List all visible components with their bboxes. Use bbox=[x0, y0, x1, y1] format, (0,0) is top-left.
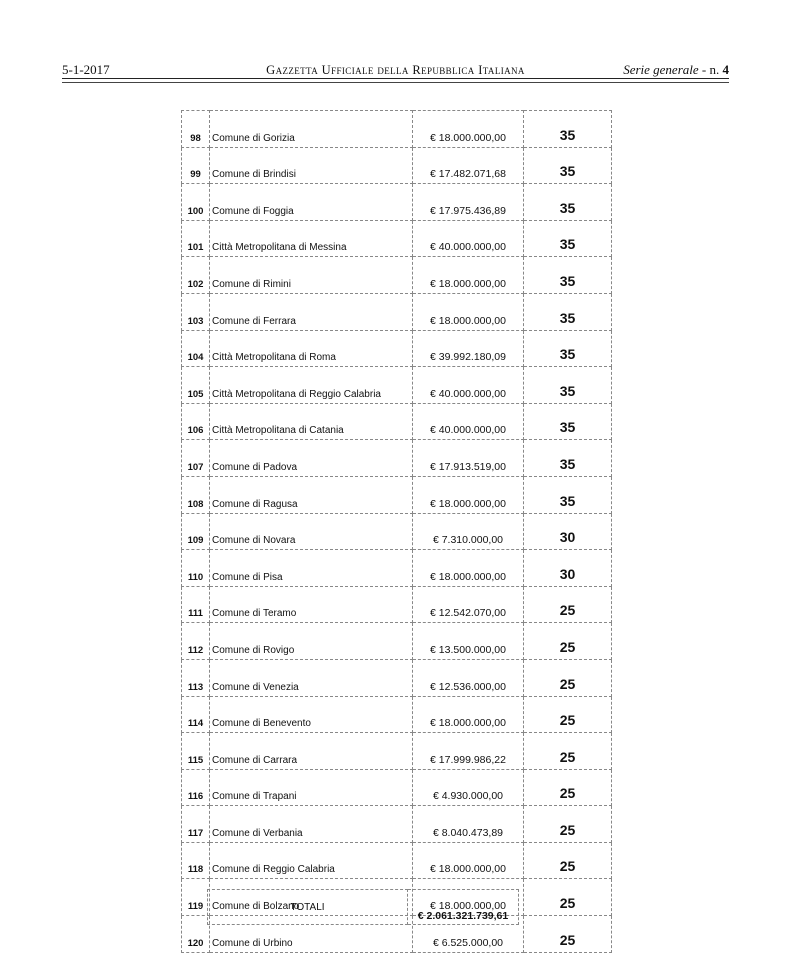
entity-name: Comune di Ragusa bbox=[210, 476, 413, 513]
entity-name: Comune di Carrara bbox=[210, 733, 413, 770]
funding-amount: € 17.913.519,00 bbox=[413, 440, 524, 477]
row-number: 98 bbox=[182, 111, 210, 148]
funding-amount: € 18.000.000,00 bbox=[413, 257, 524, 294]
entity-name: Comune di Reggio Calabria bbox=[210, 842, 413, 879]
entity-name: Comune di Novara bbox=[210, 513, 413, 550]
row-number: 101 bbox=[182, 220, 210, 257]
table-row bbox=[182, 586, 612, 623]
serie-label bbox=[623, 62, 729, 78]
score-value: 30 bbox=[524, 513, 612, 550]
table-row bbox=[182, 403, 612, 440]
row-number: 120 bbox=[182, 916, 210, 953]
row-number: 117 bbox=[182, 806, 210, 843]
funding-amount: € 40.000.000,00 bbox=[413, 367, 524, 404]
score-value: 25 bbox=[524, 586, 612, 623]
table-row bbox=[182, 257, 612, 294]
row-number: 116 bbox=[182, 769, 210, 806]
entity-name: Città Metropolitana di Messina bbox=[210, 220, 413, 257]
score-value: 35 bbox=[524, 367, 612, 404]
table-row bbox=[182, 220, 612, 257]
totals-row bbox=[208, 890, 519, 925]
score-value: 25 bbox=[524, 842, 612, 879]
row-number: 100 bbox=[182, 184, 210, 221]
funding-amount: € 18.000.000,00 bbox=[413, 293, 524, 330]
table-row bbox=[182, 842, 612, 879]
entity-name: Comune di Venezia bbox=[210, 659, 413, 696]
table-row bbox=[182, 367, 612, 404]
entity-name: Comune di Rimini bbox=[210, 257, 413, 294]
score-value: 35 bbox=[524, 184, 612, 221]
table-row bbox=[182, 147, 612, 184]
table-row bbox=[182, 476, 612, 513]
table-row bbox=[182, 513, 612, 550]
score-value: 35 bbox=[524, 330, 612, 367]
entity-name: Comune di Benevento bbox=[210, 696, 413, 733]
row-number: 112 bbox=[182, 623, 210, 660]
row-number: 113 bbox=[182, 659, 210, 696]
header-rule-thick bbox=[62, 78, 729, 79]
row-number: 106 bbox=[182, 403, 210, 440]
serie-number: 4 bbox=[722, 62, 729, 77]
funding-amount: € 6.525.000,00 bbox=[413, 916, 524, 953]
funding-amount: € 18.000.000,00 bbox=[413, 111, 524, 148]
totals-value: € 2.061.321.739,61 bbox=[408, 890, 519, 925]
row-number: 102 bbox=[182, 257, 210, 294]
row-number: 99 bbox=[182, 147, 210, 184]
score-value: 30 bbox=[524, 550, 612, 587]
row-number: 105 bbox=[182, 367, 210, 404]
score-value: 35 bbox=[524, 403, 612, 440]
score-value: 25 bbox=[524, 806, 612, 843]
funding-amount: € 18.000.000,00 bbox=[413, 550, 524, 587]
issue-date: 5-1-2017 bbox=[62, 62, 110, 77]
funding-amount: € 8.040.473,89 bbox=[413, 806, 524, 843]
entity-name: Comune di Rovigo bbox=[210, 623, 413, 660]
funding-amount: € 4.930.000,00 bbox=[413, 769, 524, 806]
row-number: 115 bbox=[182, 733, 210, 770]
funding-amount: € 18.000.000,00 bbox=[413, 696, 524, 733]
funding-amount: € 40.000.000,00 bbox=[413, 220, 524, 257]
funding-amount: € 39.992.180,09 bbox=[413, 330, 524, 367]
row-number: 110 bbox=[182, 550, 210, 587]
entity-name: Città Metropolitana di Roma bbox=[210, 330, 413, 367]
funding-amount: € 12.542.070,00 bbox=[413, 586, 524, 623]
entity-name: Comune di Brindisi bbox=[210, 147, 413, 184]
row-number: 109 bbox=[182, 513, 210, 550]
funding-amount: € 13.500.000,00 bbox=[413, 623, 524, 660]
table-row bbox=[182, 330, 612, 367]
entity-name: Comune di Foggia bbox=[210, 184, 413, 221]
score-value: 35 bbox=[524, 440, 612, 477]
entity-name: Comune di Bolzano bbox=[210, 879, 413, 916]
page-header bbox=[62, 60, 729, 80]
table-row bbox=[182, 733, 612, 770]
funding-amount: € 18.000.000,00 bbox=[413, 879, 524, 916]
serie-separator: - n. bbox=[698, 62, 723, 77]
score-value: 25 bbox=[524, 879, 612, 916]
entity-name: Comune di Teramo bbox=[210, 586, 413, 623]
score-value: 35 bbox=[524, 476, 612, 513]
row-number: 114 bbox=[182, 696, 210, 733]
funding-table-body bbox=[182, 111, 612, 953]
totals-table bbox=[207, 889, 519, 925]
score-value: 25 bbox=[524, 623, 612, 660]
entity-name: Comune di Urbino bbox=[210, 916, 413, 953]
row-number: 103 bbox=[182, 293, 210, 330]
entity-name: Città Metropolitana di Reggio Calabria bbox=[210, 367, 413, 404]
entity-name: Comune di Padova bbox=[210, 440, 413, 477]
header-rule-thin bbox=[62, 82, 729, 83]
funding-amount: € 17.975.436,89 bbox=[413, 184, 524, 221]
table-row bbox=[182, 696, 612, 733]
funding-table bbox=[181, 110, 612, 953]
row-number: 104 bbox=[182, 330, 210, 367]
table-row bbox=[182, 550, 612, 587]
entity-name: Comune di Gorizia bbox=[210, 111, 413, 148]
funding-amount: € 17.999.986,22 bbox=[413, 733, 524, 770]
table-row bbox=[182, 440, 612, 477]
funding-amount: € 18.000.000,00 bbox=[413, 842, 524, 879]
table-row bbox=[182, 111, 612, 148]
table-row bbox=[182, 184, 612, 221]
score-value: 25 bbox=[524, 733, 612, 770]
table-row bbox=[182, 806, 612, 843]
score-value: 35 bbox=[524, 111, 612, 148]
table-row bbox=[182, 659, 612, 696]
funding-amount: € 18.000.000,00 bbox=[413, 476, 524, 513]
row-number: 118 bbox=[182, 842, 210, 879]
funding-amount: € 12.536.000,00 bbox=[413, 659, 524, 696]
entity-name: Comune di Verbania bbox=[210, 806, 413, 843]
score-value: 35 bbox=[524, 293, 612, 330]
row-number: 111 bbox=[182, 586, 210, 623]
table-row bbox=[182, 623, 612, 660]
funding-amount: € 40.000.000,00 bbox=[413, 403, 524, 440]
row-number: 108 bbox=[182, 476, 210, 513]
table-row bbox=[182, 769, 612, 806]
score-value: 25 bbox=[524, 659, 612, 696]
score-value: 25 bbox=[524, 769, 612, 806]
score-value: 35 bbox=[524, 257, 612, 294]
row-number: 107 bbox=[182, 440, 210, 477]
row-number: 119 bbox=[182, 879, 210, 916]
entity-name: Comune di Pisa bbox=[210, 550, 413, 587]
totals-label: TOTALI bbox=[208, 890, 408, 925]
entity-name: Comune di Ferrara bbox=[210, 293, 413, 330]
serie-name: Serie generale bbox=[623, 62, 699, 77]
score-value: 35 bbox=[524, 220, 612, 257]
entity-name: Città Metropolitana di Catania bbox=[210, 403, 413, 440]
funding-amount: € 17.482.071,68 bbox=[413, 147, 524, 184]
gazette-title: Gazzetta Ufficiale della Repubblica Italiana bbox=[266, 63, 525, 77]
score-value: 25 bbox=[524, 696, 612, 733]
score-value: 25 bbox=[524, 916, 612, 953]
funding-amount: € 7.310.000,00 bbox=[413, 513, 524, 550]
entity-name: Comune di Trapani bbox=[210, 769, 413, 806]
score-value: 35 bbox=[524, 147, 612, 184]
table-row bbox=[182, 293, 612, 330]
